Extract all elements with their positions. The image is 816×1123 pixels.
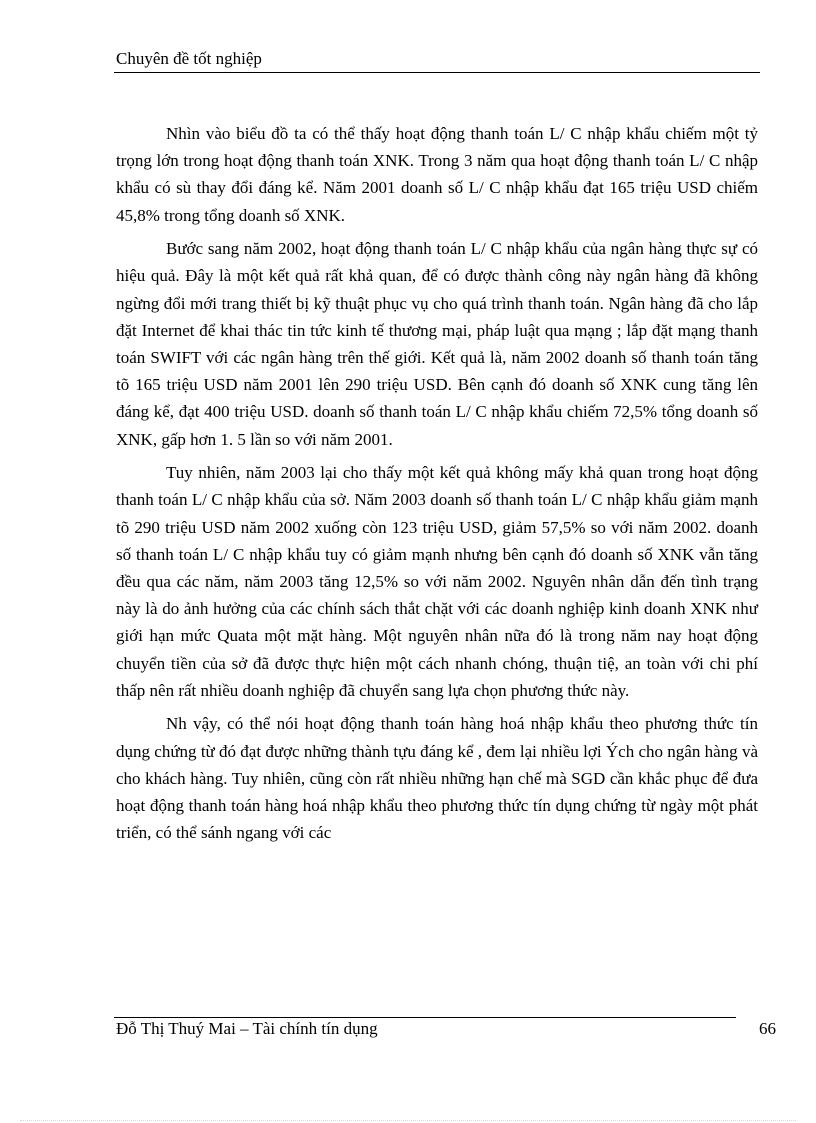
footer-author: Đỗ Thị Thuý Mai – Tài chính tín dụng [116,1019,378,1038]
page-number: 66 [759,1019,776,1038]
paragraph-4: Nh vậy, có thể nói hoạt động thanh toán hàng hoá nhập khẩu theo phương thức tín dụng chứng từ đó đạt được những thành tựu đáng kể , đem lại nhiều lợi Ých cho ngân hàng và cho khách hàng. Tuy nhiên, cũng còn rất nhiều những hạn chế mà SGD cần khắc phục để đưa hoạt động thanh toán hàng hoá nhập khẩu theo phương thức tín dụng chứng từ ngày một phát triển, có thể sánh ngang với các [116,714,758,843]
page-bottom-edge [20,1120,796,1121]
header-divider [114,72,760,73]
paragraph-3: Tuy nhiên, năm 2003 lại cho thấy một kết quả không mấy khả quan trong hoạt động thanh toán L/ C nhập khẩu của sở. Năm 2003 doanh số thanh toán L/ C nhập khẩu giảm mạnh tõ 290 triệu USD năm 2002 xuống còn 123 triệu USD, giảm 57,5% so với năm 2002. doanh số thanh toán L/ C nhập khẩu tuy có giảm mạnh nhưng bên cạnh đó doanh số XNK vẫn tăng đều qua các năm, năm 2003 tăng 12,5% so với năm 2002. Nguyên nhân dẫn đến tình trạng này là do ảnh hưởng của các chính sách thắt chặt với các doanh nghiệp kinh doanh XNK như giới hạn mức Quata một mặt hàng. Một nguyên nhân nữa đó là trong năm nay hoạt động chuyển tiền của sở đã được thực hiện một cách nhanh chóng, thuận tiệ, an toàn với chi phí thấp nên rất nhiều doanh nghiệp đã chuyển sang lựa chọn phương thức này. [116,463,758,700]
paragraph-1: Nhìn vào biểu đồ ta có thể thấy hoạt động thanh toán L/ C nhập khẩu chiếm một tỷ trọng lớn trong hoạt động thanh toán XNK. Trong 3 năm qua hoạt động thanh toán L/ C nhập khẩu có sù thay đổi đáng kể. Năm 2001 doanh số L/ C nhập khẩu đạt 165 triệu USD chiếm 45,8% trong tổng doanh số XNK. [116,124,758,225]
body-text [116,120,758,853]
paragraph-2: Bước sang năm 2002, hoạt động thanh toán L/ C nhập khẩu của ngân hàng thực sự có hiệu quả. Đây là một kết quả rất khả quan, để có được thành công này ngân hàng đã không ngừng đổi mới trang thiết bị kỹ thuật phục vụ cho quá trình thanh toán. Ngân hàng đã cho lắp đặt Internet để khai thác tin tức kinh tế thương mại, pháp luật qua mạng ; lắp đặt mạng thanh toán SWIFT với các ngân hàng trên thế giới. Kết quả là, năm 2002 doanh số thanh toán tăng tõ 165 triệu USD năm 2001 lên 290 triệu USD. Bên cạnh đó doanh số XNK cung tăng lên đáng kể, đạt 400 triệu USD. doanh số thanh toán L/ C nhập khẩu chiếm 72,5% tổng doanh số XNK, gấp hơn 1. 5 lần so với năm 2001. [116,239,758,449]
header-title: Chuyên đề tốt nghiệp [116,49,262,68]
